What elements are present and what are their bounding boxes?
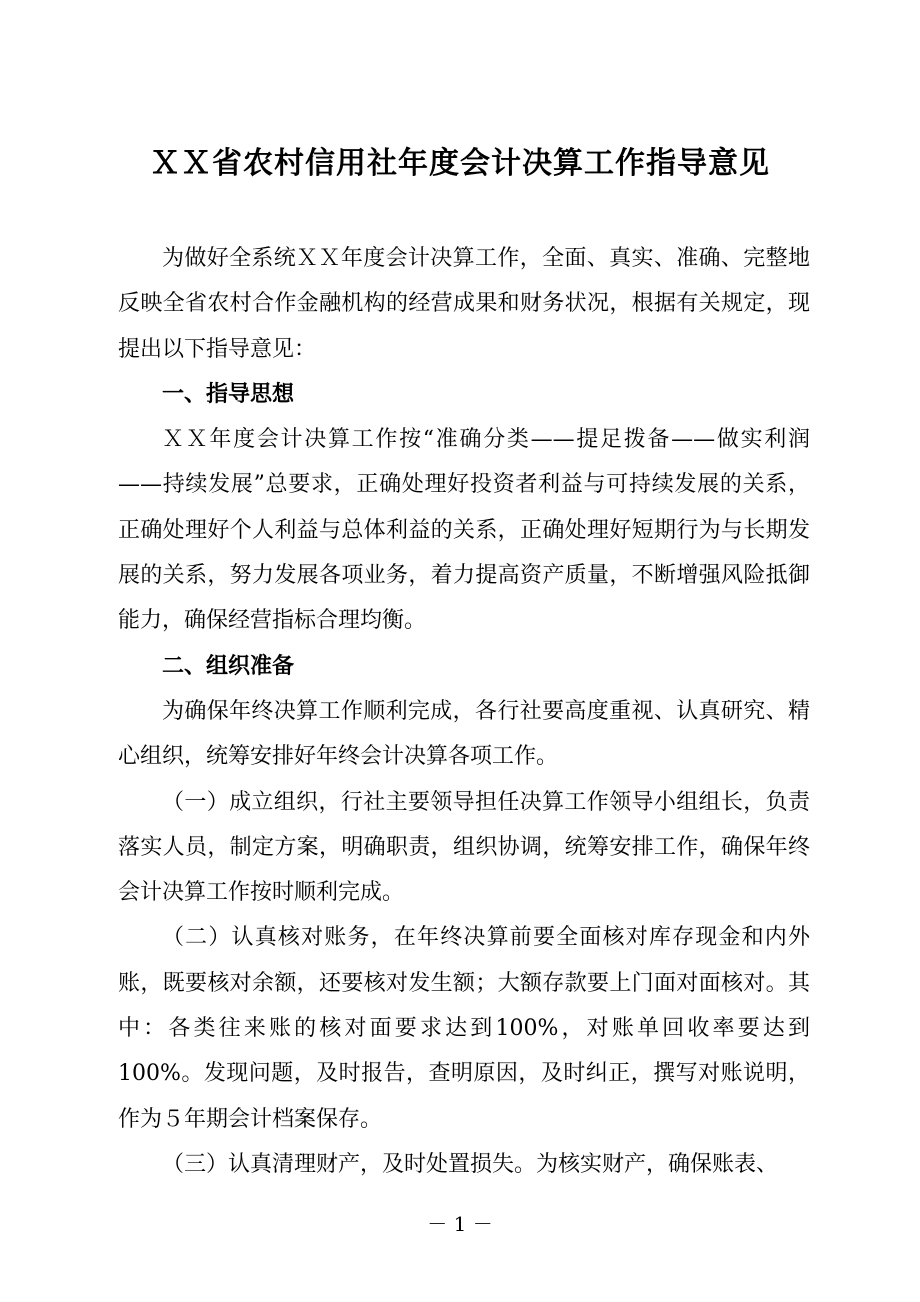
guiding-ideology-paragraph: ＸＸ年度会计决算工作按“准确分类——提足拨备——做实利润——持续发展”总要求，正确处理好投资者利益与可持续发展的关系，正确处理好个人利益与总体利益的关系，正确处理好短期行为与长期发展的关系，努力发展各项业务，着力提高资产质量，不断增强风险抵御能力，确保经营指标合理均衡。 (118, 427, 810, 634)
intro-paragraph: 为做好全系统ＸＸ年度会计决算工作，全面、真实、准确、完整地反映全省农村合作金融机构的经营成果和财务状况，根据有关规定，现提出以下指导意见： (118, 246, 810, 362)
item-1-paragraph: （一）成立组织，行社主要领导担任决算工作领导小组组长，负责落实人员，制定方案，明确职责，组织协调，统筹安排工作，确保年终会计决算工作按时顺利完成。 (118, 789, 810, 906)
page-number: － 1 － (427, 1212, 493, 1236)
section-heading-organization: 二、组织准备 (162, 653, 295, 679)
item-3-paragraph: （三）认真清理财产，及时处置损失。为核实财产，确保账表、 (162, 1151, 779, 1177)
document-title: ＸＸ省农村信用社年度会计决算工作指导意见 (150, 146, 770, 181)
document-body (118, 236, 810, 1187)
item-2-paragraph: （二）认真核对账务，在年终决算前要全面核对库存现金和内外账，既要核对余额，还要核对发生额；大额存款要上门面对面核对。其中：各类往来账的核对面要求达到100%，对账单回收率要达到100%。发现问题，及时报告，查明原因，及时纠正，撰写对账说明，作为５年期会计档案保存。 (118, 925, 810, 1132)
organization-paragraph: 为确保年终决算工作顺利完成，各行社要高度重视、认真研究、精心组织，统筹安排好年终会计决算各项工作。 (118, 698, 810, 770)
section-heading-guiding-ideology: 一、指导思想 (162, 381, 295, 407)
